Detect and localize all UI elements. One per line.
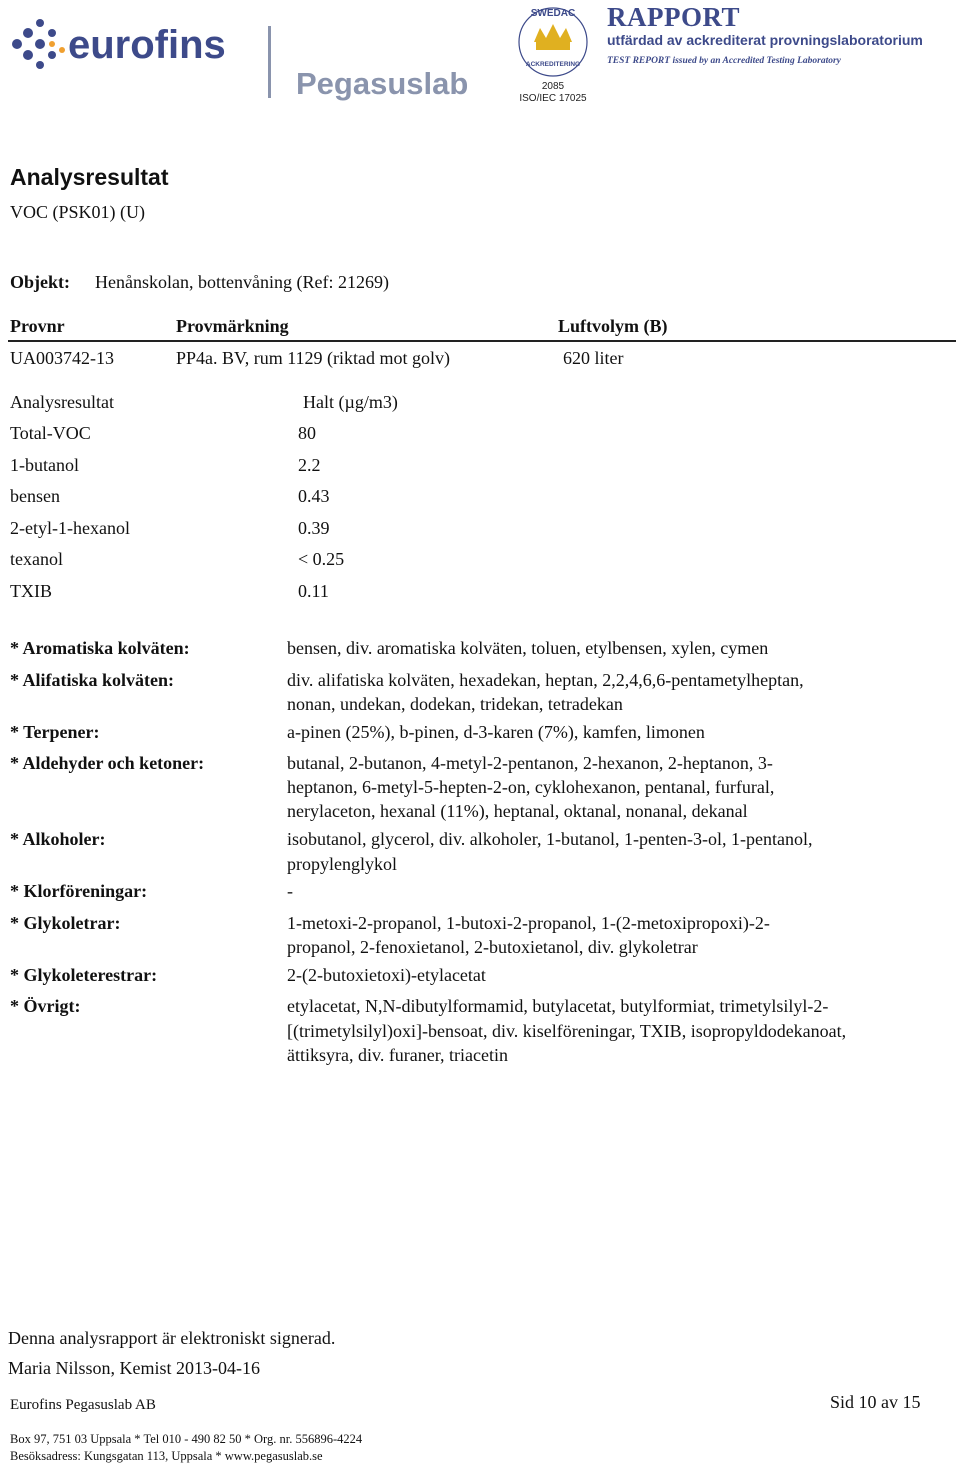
signature-statement: Denna analysrapport är elektroniskt signerad. <box>8 1328 336 1348</box>
report-subtitle-en: TEST REPORT issued by an Accredited Testing Laboratory <box>607 56 841 66</box>
group-line: propylenglykol <box>287 854 397 874</box>
group-label-alkoholer: * Alkoholer: <box>10 829 106 849</box>
group-label-aldehyder: * Aldehyder och ketoner: <box>10 753 205 773</box>
sample-provnr: UA003742-13 <box>10 348 114 368</box>
group-line: nerylaceton, hexanal (11%), heptanal, oktanal, nonanal, dekanal <box>287 801 748 821</box>
seal-top-text: SWEDAC <box>530 8 576 19</box>
report-subtitle: utfärdad av ackrediterat provningslaboratorium <box>607 32 923 48</box>
group-line: bensen, div. aromatiska kolväten, toluen, etylbensen, xylen, cymen <box>287 638 769 658</box>
group-line: heptanon, 6-metyl-5-hepten-2-on, cyklohexanon, pentanal, furfural, <box>287 777 775 797</box>
footer-visit-address: Besöksadress: Kungsgatan 113, Uppsala * www.pegasuslab.se <box>10 1449 323 1463</box>
group-line: butanal, 2-butanon, 4-metyl-2-pentanon, 2-hexanon, 2-heptanon, 3- <box>287 753 773 773</box>
results-header-label: Analysresultat <box>10 392 114 412</box>
signature-name-date: Maria Nilsson, Kemist 2013-04-16 <box>8 1358 260 1378</box>
logo-text: eurofins <box>68 23 226 67</box>
group-line: ättiksyra, div. furaner, triacetin <box>287 1045 509 1065</box>
group-line: - <box>287 881 293 901</box>
sample-luftvolym: 620 liter <box>563 348 624 368</box>
report-title: RAPPORT <box>607 2 741 32</box>
group-line: [(trimetylsilyl)oxi]-bensoat, div. kiselföreningar, TXIB, isopropyldodekanoat, <box>287 1021 847 1041</box>
group-line: a-pinen (25%), b-pinen, d-3-karen (7%), kamfen, limonen <box>287 722 705 742</box>
result-name: TXIB <box>10 581 52 601</box>
group-label-alifatiska: * Alifatiska kolväten: <box>10 670 175 690</box>
page-subtitle: VOC (PSK01) (U) <box>10 202 145 222</box>
group-label-aromatiska: * Aromatiska kolväten: <box>10 638 190 658</box>
result-name: Total-VOC <box>10 423 91 443</box>
result-value: 2.2 <box>298 455 321 475</box>
seal-standard: ISO/IEC 17025 <box>519 93 587 104</box>
result-name: texanol <box>10 549 63 569</box>
header-divider <box>268 26 271 98</box>
group-line: 1-metoxi-2-propanol, 1-butoxi-2-propanol, 1-(2-metoxipropoxi)-2- <box>287 913 770 933</box>
group-line: div. alifatiska kolväten, hexadekan, heptan, 2,2,4,6,6-pentametylheptan, <box>287 670 804 690</box>
page-number: Sid 10 av 15 <box>830 1392 921 1412</box>
seal-number: 2085 <box>541 81 565 92</box>
group-label-terpener: * Terpener: <box>10 722 100 742</box>
result-name: bensen <box>10 486 60 506</box>
result-value: 0.43 <box>298 486 330 506</box>
sample-header-provmarkning: Provmärkning <box>176 316 289 336</box>
group-label-klorforeningar: * Klorföreningar: <box>10 881 148 901</box>
page-title: Analysresultat <box>10 164 169 190</box>
sample-provmarkning: PP4a. BV, rum 1129 (riktad mot golv) <box>176 348 450 368</box>
header-rule <box>8 340 956 342</box>
footer-address: Box 97, 751 03 Uppsala * Tel 010 - 490 82 50 * Org. nr. 556896-4224 <box>10 1432 363 1446</box>
footer-company: Eurofins Pegasuslab AB <box>10 1397 156 1413</box>
objekt-value: Henånskolan, bottenvåning (Ref: 21269) <box>95 272 389 292</box>
result-name: 2-etyl-1-hexanol <box>10 518 130 538</box>
group-label-glykoleterestrar: * Glykoleterestrar: <box>10 965 158 985</box>
seal-ring-text: ACKREDITERING <box>525 61 581 68</box>
eurofins-logo <box>8 14 258 74</box>
group-line: nonan, undekan, dodekan, tridekan, tetradekan <box>287 694 623 714</box>
result-name: 1-butanol <box>10 455 79 475</box>
group-label-ovrigt: * Övrigt: <box>10 996 81 1016</box>
sub-brand: Pegasuslab <box>296 66 469 101</box>
sample-header-luftvolym: Luftvolym (B) <box>558 316 668 336</box>
group-line: isobutanol, glycerol, div. alkoholer, 1-butanol, 1-penten-3-ol, 1-pentanol, <box>287 829 813 849</box>
objekt-label: Objekt: <box>10 272 70 292</box>
result-value: 0.11 <box>298 581 329 601</box>
result-value: 80 <box>298 423 316 443</box>
result-value: 0.39 <box>298 518 330 538</box>
group-line: 2-(2-butoxietoxi)-etylacetat <box>287 965 486 985</box>
group-label-glykoletrar: * Glykoletrar: <box>10 913 121 933</box>
results-header-unit: Halt (µg/m3) <box>303 392 398 412</box>
sample-header-provnr: Provnr <box>10 316 65 336</box>
group-line: etylacetat, N,N-dibutylformamid, butylacetat, butylformiat, trimetylsilyl-2- <box>287 996 829 1016</box>
swedac-seal <box>512 2 594 104</box>
group-line: propanol, 2-fenoxietanol, 2-butoxietanol, div. glykoletrar <box>287 937 698 957</box>
result-value: < 0.25 <box>298 549 345 569</box>
